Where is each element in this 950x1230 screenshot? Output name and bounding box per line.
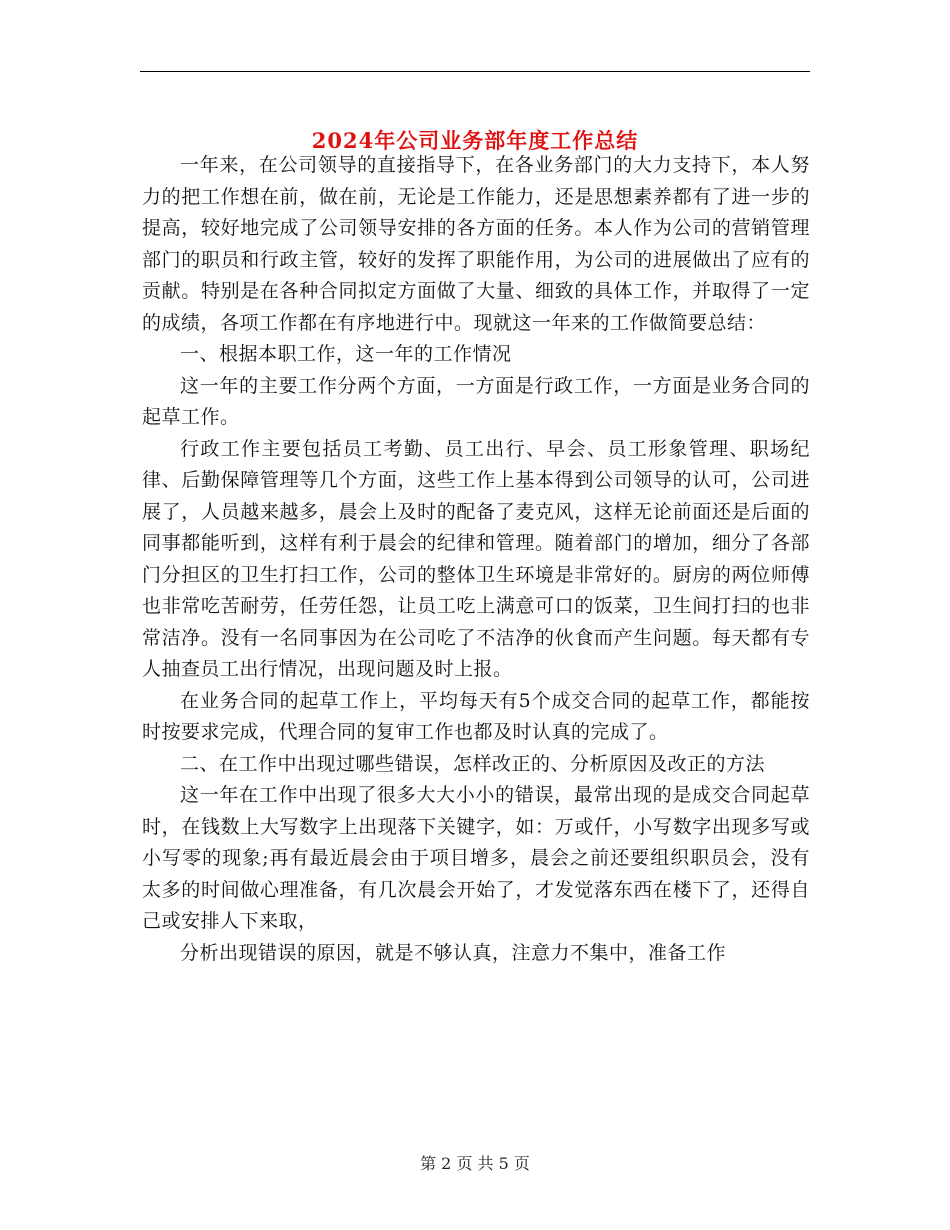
paragraph-error-analysis: 分析出现错误的原因，就是不够认真，注意力不集中，准备工作	[180, 941, 727, 964]
paragraph-work-overview: 这一年的主要工作分两个方面，一方面是行政工作，一方面是业务合同的起草工作。	[142, 374, 810, 428]
document-title: 2024年公司业务部年度工作总结	[311, 128, 639, 154]
section-heading-2: 二、在工作中出现过哪些错误，怎样改正的、分析原因及改正的方法	[180, 752, 766, 775]
page-number-footer: 第 2 页 共 5 页	[420, 1154, 530, 1173]
paragraph-admin-work: 行政工作主要包括员工考勤、员工出行、早会、员工形象管理、职场纪律、后勤保障管理等几个方面，这些工作上基本得到公司领导的认可，公司进展了，人员越来越多，晨会上及时的配备了麦克风，这样无论前面还是后面的同事都能听到，这样有利于晨会的纪律和管理。随着部门的增加，细分了各部门分担区的卫生打扫工作，公司的整体卫生环境是非常好的。厨房的两位师傅也非常吃苦耐劳，任劳任怨，让员工吃上满意可口的饭菜，卫生间打扫的也非常洁净。没有一名同事因为在公司吃了不洁净的伙食而产生问题。每天都有专人抽查员工出行情况，出现问题及时上报。	[142, 437, 810, 680]
document-body	[142, 150, 810, 969]
paragraph-contract-work: 在业务合同的起草工作上，平均每天有5个成交合同的起草工作，都能按时按要求完成，代理合同的复审工作也都及时认真的完成了。	[142, 689, 810, 743]
header-rule	[140, 71, 810, 72]
paragraph-intro: 一年来，在公司领导的直接指导下，在各业务部门的大力支持下，本人努力的把工作想在前，做在前，无论是工作能力，还是思想素养都有了进一步的提高，较好地完成了公司领导安排的各方面的任务。本人作为公司的营销管理部门的职员和行政主管，较好的发挥了职能作用，为公司的进展做出了应有的贡献。特别是在各种合同拟定方面做了大量、细致的具体工作，并取得了一定的成绩，各项工作都在有序地进行中。现就这一年来的工作做简要总结：	[142, 154, 810, 334]
section-heading-1: 一、根据本职工作，这一年的工作情况	[180, 343, 512, 365]
paragraph-errors: 这一年在工作中出现了很多大大小小的错误，最常出现的是成交合同起草时，在钱数上大写数字上出现落下关键字，如：万或仟，小写数字出现多写或小写零的现象;再有最近晨会由于项目增多，晨会之前还要组织职员会，没有太多的时间做心理准备，有几次晨会开始了，才发觉落东西在楼下了，还得自己或安排人下来取，	[142, 784, 810, 932]
